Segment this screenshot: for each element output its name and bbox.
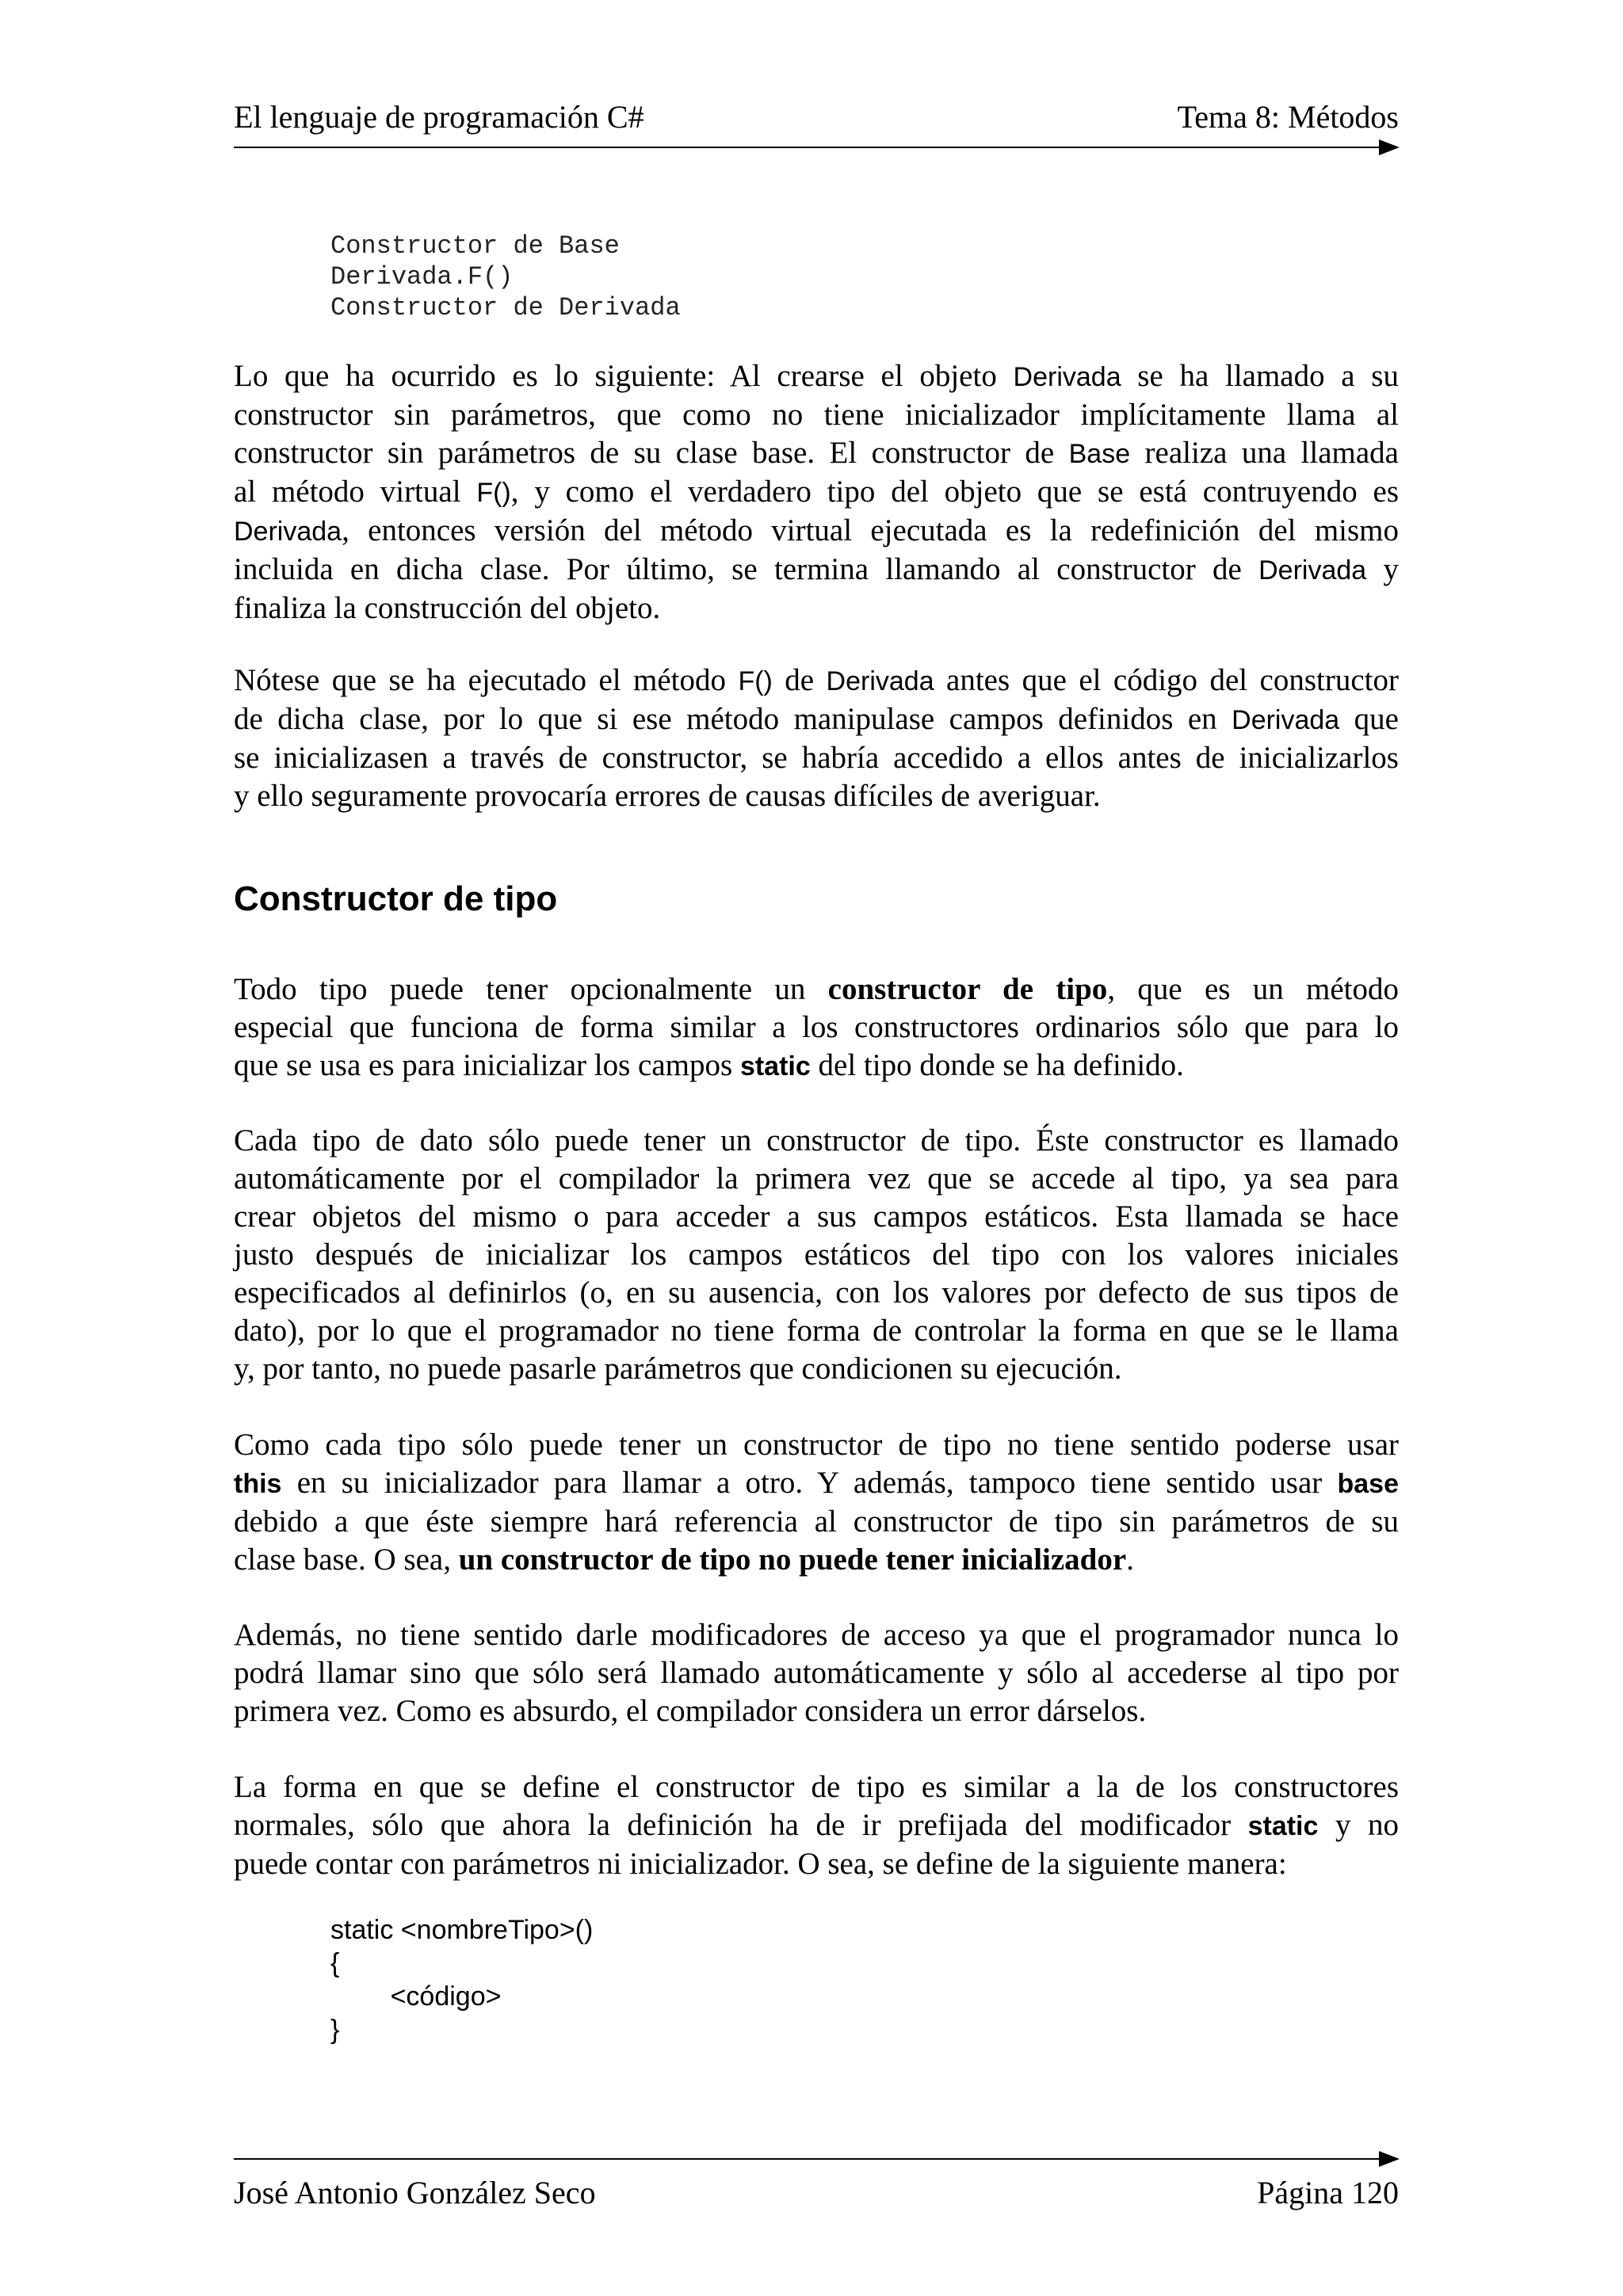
footer-arrow-icon <box>1379 2151 1400 2167</box>
code-output-line: Constructor de Base <box>330 231 620 261</box>
header-book-title: El lenguaje de programación C# <box>234 99 644 135</box>
paragraph-3: Todo tipo puede tener opcionalmente un constructor de tipo, que es un método especial que funciona de forma similar a los constructores ordinarios sólo que para lo que se usa es para inicializar los campos static del tipo donde se ha definido. <box>234 972 1399 1082</box>
header-chapter-title: Tema 8: Métodos <box>1177 99 1399 135</box>
footer-rule <box>234 2158 1388 2160</box>
paragraph-2: Nótese que se ha ejecutado el método F() de Derivada antes que el código del constructor de dicha clase, por lo que si ese método manipulase campos definidos en Derivada que se inicializasen a través de constructor, se habría accedido a ellos antes de inicializarlos y ello seguramente provocaría errores de causas difíciles de averiguar. <box>234 663 1399 813</box>
section-heading: Constructor de tipo <box>234 879 558 918</box>
code-output-line: Constructor de Derivada <box>330 293 681 322</box>
paragraph-6: Además, no tiene sentido darle modificadores de acceso ya que el programador nunca lo podrá llamar sino que sólo será llamado automáticamente y sólo al accederse al tipo por primera vez. Como es absurdo, el compilador considera un error dárselos. <box>234 1618 1399 1728</box>
footer-author: José Antonio González Seco <box>234 2175 596 2210</box>
code-syntax-line: static <nombreTipo>() <box>330 1915 594 1945</box>
paragraph-7: La forma en que se define el constructor de tipo es similar a la de los constructores normales, sólo que ahora la definición ha de ir prefijada del modificador static y no puede contar con parámetros ni inicializador. O sea, se define de la siguiente manera: <box>234 1770 1399 1881</box>
paragraph-4: Cada tipo de dato sólo puede tener un constructor de tipo. Éste constructor es llamado automáticamente por el compilador la primera vez que se accede al tipo, ya sea para crear objetos del mismo o para acceder a sus campos estáticos. Esta llamada se hace justo después de inicializar los campos estáticos del tipo con los valores iniciales especificados al definirlos (o, en su ausencia, con los valores por defecto de sus tipos de dato), por lo que el programador no tiene forma de controlar la forma en que se le llama y, por tanto, no puede pasarle parámetros que condicionen su ejecución. <box>234 1123 1399 1386</box>
code-syntax-line: } <box>330 2015 340 2045</box>
code-output-block <box>330 231 681 323</box>
paragraph-1: Lo que ha ocurrido es lo siguiente: Al crearse el objeto Derivada se ha llamado a su constructor sin parámetros, que como no tiene inicializador implícitamente llama al constructor sin parámetros de su clase base. El constructor de Base realiza una llamada al método virtual F(), y como el verdadero tipo del objeto que se está contruyendo es Derivada, entonces versión del método virtual ejecutada es la redefinición del mismo incluida en dicha clase. Por último, se termina llamando al constructor de Derivada y finaliza la construcción del objeto. <box>234 359 1400 625</box>
footer-page-number: Página 120 <box>1257 2175 1399 2210</box>
code-syntax-line: { <box>330 1948 340 1978</box>
paragraph-5: Como cada tipo sólo puede tener un constructor de tipo no tiene sentido poderse usar this en su inicializador para llamar a otro. Y además, tampoco tiene sentido usar base debido a que éste siempre hará referencia al constructor de tipo sin parámetros de su clase base. O sea, un constructor de tipo no puede tener inicializador. <box>234 1428 1399 1577</box>
code-syntax-line: <código> <box>330 1981 502 2012</box>
page-header <box>234 98 1399 135</box>
header-arrow-icon <box>1379 139 1400 155</box>
code-syntax-block <box>330 1913 593 2046</box>
header-rule <box>234 147 1388 148</box>
code-output-line: Derivada.F() <box>330 262 514 292</box>
